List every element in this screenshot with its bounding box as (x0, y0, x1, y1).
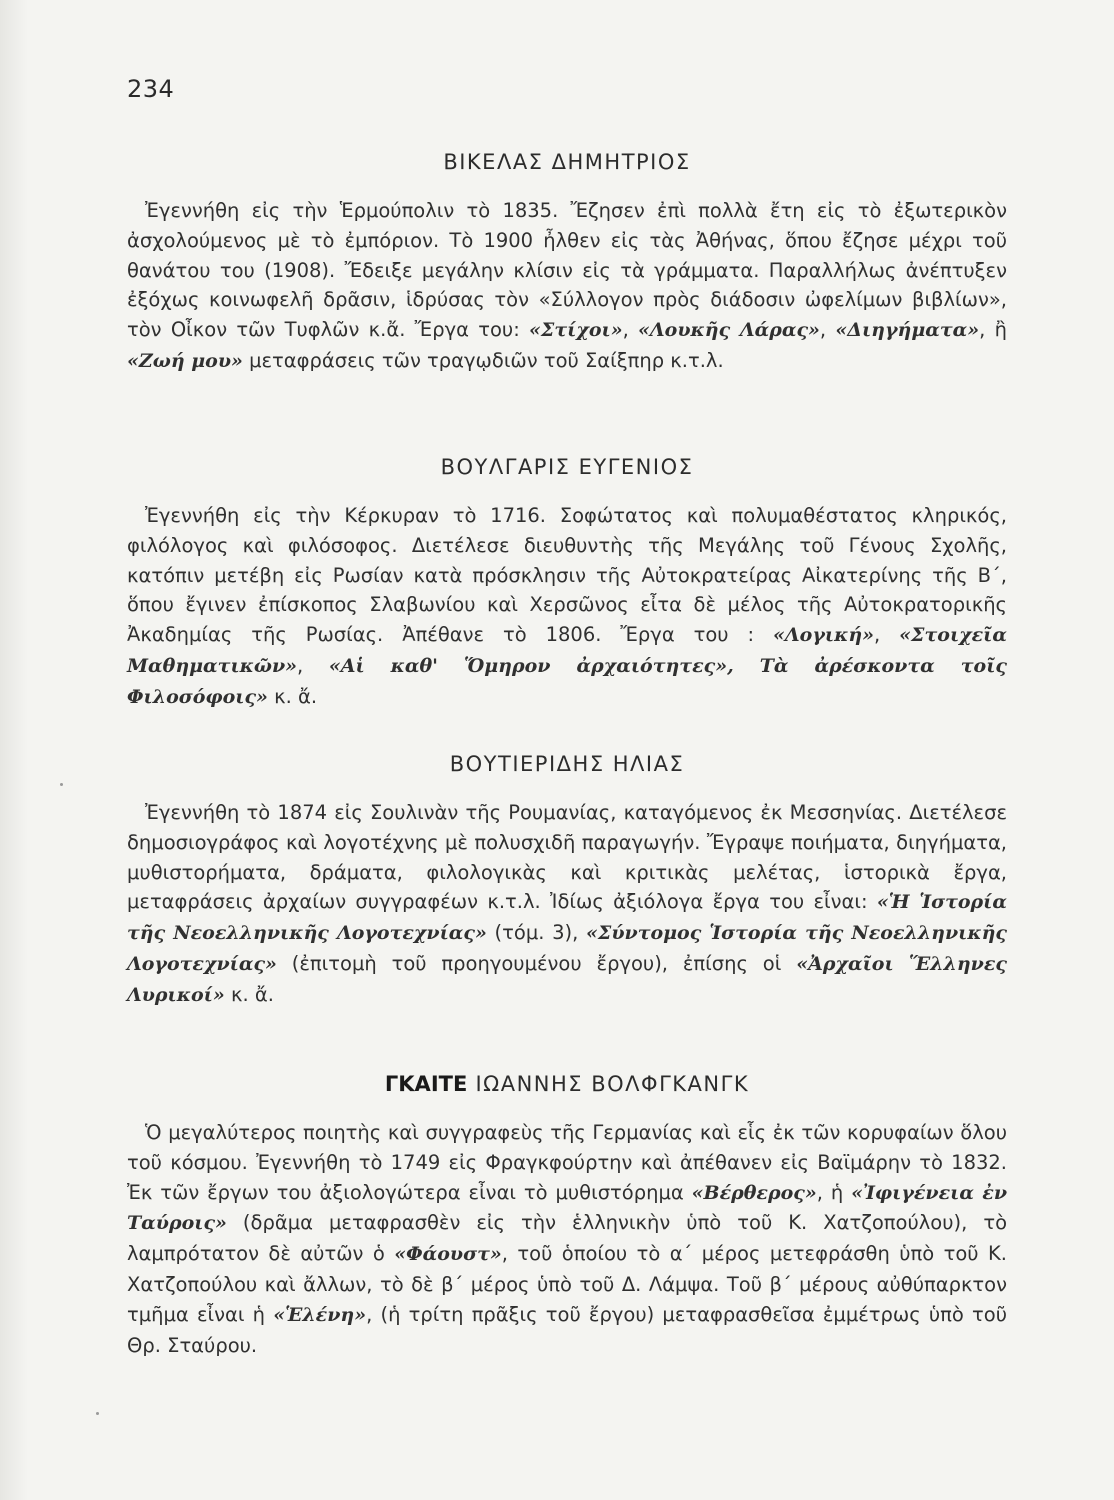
text-run: Ἐγεννήθη εἰς τὴν Κέρκυραν τὸ 1716. Σοφώτατος καὶ πολυμαθέστατος κληρικός, φιλόλογος καὶ φιλόσοφος. Διετέλεσε διευθυντὴς τῆς Μεγάλης τοῦ Γένους Σχολῆς, κατόπιν μετέβη εἰς Ρωσίαν κατὰ πρόσκλησιν τῆς Αὐτοκρατείρας Αἰκατερίνης τῆς Β΄, ὅπου ἔγινεν ἐπίσκοπος Σλαβωνίου καὶ Χερσῶνος εἶτα δὲ μέλος τῆς Αὐτοκρατορικῆς Ἀκαδημίας τῆς Ρωσίας. Ἀπέθανε τὸ 1806. Ἔργα του : (127, 504, 1007, 647)
work-title: «Ἡ Ἱστορία τῆς Νεοελληνικῆς Λογοτεχνίας» (127, 891, 1007, 945)
entry-body (127, 196, 1007, 377)
work-title: «Λογική» (773, 624, 875, 647)
text-run: μεταφράσεις τῶν τραγῳδιῶν τοῦ Σαίξπηρ κ.τ.λ. (242, 348, 724, 372)
text-run: , (297, 653, 329, 677)
text-run: , τοῦ ὁποίου τὸ α΄ μέρος μετεφράσθη ὑπὸ τοῦ Κ. Χατζοπούλου καὶ ἄλλων, τὸ δὲ β΄ μέρος ὑπὸ τοῦ Δ. Λάμψα. Τοῦ β΄ μέρους αὐθύπαρκτον τμῆμα εἶναι ἡ (127, 1242, 1007, 1326)
entry-voulgaris (127, 455, 1007, 713)
text-run: κ. ἄ. (224, 982, 274, 1006)
work-title: «Αἱ καθ' Ὅμηρον ἀρχαιότητες», Τὰ ἀρέσκοντα τοῖς Φιλοσόφοις» (127, 654, 1007, 708)
work-title: «Στίχοι» (529, 319, 623, 342)
entry-heading: ΒΙΚΕΛΑΣ ΔΗΜΗΤΡΙΟΣ (443, 150, 691, 174)
entry-heading (127, 1072, 1007, 1096)
entry-body (127, 798, 1007, 1011)
entry-heading: ΒΟΥΛΓΑΡΙΣ ΕΥΓΕΝΙΟΣ (440, 455, 694, 479)
work-title: «Ἀρχαῖοι Ἕλληνες Λυρικοί» (127, 952, 1007, 1006)
text-run: (δρᾶμα μεταφρασθὲν εἰς τὴν ἑλληνικὴν ὑπὸ τοῦ Κ. Χατζοπούλου), τὸ λαμπρότατον δὲ αὐτῶν ὁ (127, 1211, 1007, 1266)
work-title: «Στοιχεῖα Μαθηματικῶν» (127, 624, 1007, 677)
text-run: , (622, 318, 639, 342)
text-run: (τόμ. 3), (486, 921, 587, 945)
text-run: , (819, 318, 836, 342)
work-title: «Ζωή μου» (127, 349, 243, 372)
entry-heading-name: ΙΩΑΝΝΗΣ ΒΟΛΦΓΚΑΝΓΚ (475, 1072, 750, 1096)
text-run: (ἐπιτομὴ τοῦ προηγουμένου ἔργου), ἐπίσης οἱ (276, 951, 797, 975)
entry-voutieridis (127, 752, 1007, 1011)
text-run: , (ἡ τρίτη πρᾶξις τοῦ ἔργου) μεταφρασθεῖσα ἐμμέτρως ὑπὸ τοῦ Θρ. Σταύρου. (127, 1302, 1007, 1357)
text-run: , ἢ (979, 318, 1007, 342)
work-title: «Διηγήματα» (835, 319, 980, 342)
handwritten-heading-prefix: ΓΚΑΙΤΕ (384, 1072, 468, 1096)
paper-speck (60, 783, 63, 786)
work-title: «Ἰφιγένεια ἐν Ταύροις» (127, 1181, 1008, 1235)
text-run: , (874, 623, 900, 647)
text-run: Ὁ μεγαλύτερος ποιητὴς καὶ συγγραφεὺς τῆς Γερμανίας καὶ εἷς ἐκ τῶν κορυφαίων ὅλου τοῦ κόσμου. Ἐγεννήθη τὸ 1749 εἰς Φραγκφούρτην καὶ ἀπέθανεν εἰς Βαϊμάρην τὸ 1832. Ἐκ τῶν ἔργων του ἀξιολογώτερα εἶναι τὸ μυθιστόρημα (127, 1121, 1007, 1204)
work-title: «Ἑλένη» (273, 1303, 367, 1326)
entry-body (127, 501, 1007, 713)
text-run: Ἐγεννήθη εἰς τὴν Ἑρμούπολιν τὸ 1835. Ἔζησεν ἐπὶ πολλὰ ἔτη εἰς τὸ ἐξωτερικὸν ἀσχολούμενος μὲ τὸ ἐμπόριον. Τὸ 1900 ἦλθεν εἰς τὰς Ἀθήνας, ὅπου ἔζησε μέχρι τοῦ θανάτου του (1908). Ἔδειξε μεγάλην κλίσιν εἰς τὰ γράμματα. Παραλλήλως ἀνέπτυξεν ἐξόχως κοινωφελῆ δρᾶσιν, ἱδρύσας τὸν «Σύλλογον πρὸς διάδοσιν ὠφελίμων βιβλίων», τὸν Οἶκον τῶν Τυφλῶν κ.ἄ. Ἔργα του: (127, 199, 1007, 342)
entry-goethe (127, 1072, 1007, 1360)
text-run: κ. ἄ. (267, 684, 318, 708)
work-title: «Σύντομος Ἱστορία τῆς Νεοελληνικῆς Λογοτεχνίας» (127, 922, 1007, 975)
entry-vikelas (127, 150, 1007, 377)
work-title: «Βέρθερος» (691, 1181, 817, 1204)
page-gutter-shadow (0, 0, 28, 1500)
work-title: «Λουκῆς Λάρας» (638, 319, 820, 342)
entry-body (127, 1118, 1007, 1360)
entry-heading: ΒΟΥΤΙΕΡΙΔΗΣ ΗΛΙΑΣ (449, 752, 685, 776)
page-number: 234 (127, 75, 175, 103)
paper-speck (96, 1412, 99, 1415)
text-run: Ἐγεννήθη τὸ 1874 εἰς Σουλινὰν τῆς Ρουμανίας, καταγόμενος ἐκ Μεσσηνίας. Διετέλεσε δημοσιογράφος καὶ λογοτέχνης μὲ πολυσχιδῆ παραγωγήν. Ἔγραψε ποιήματα, διηγήματα, μυθιστορήματα, δράματα, φιλολογικὰς καὶ κριτικὰς μελέτας, ἱστορικὰ ἔργα, μεταφράσεις ἀρχαίων συγγραφέων κ.τ.λ. Ἰδίως ἀξιόλογα ἔργα του εἶναι: (127, 801, 1007, 914)
work-title: «Φάουστ» (394, 1243, 502, 1266)
text-run: , ἡ (816, 1180, 852, 1204)
